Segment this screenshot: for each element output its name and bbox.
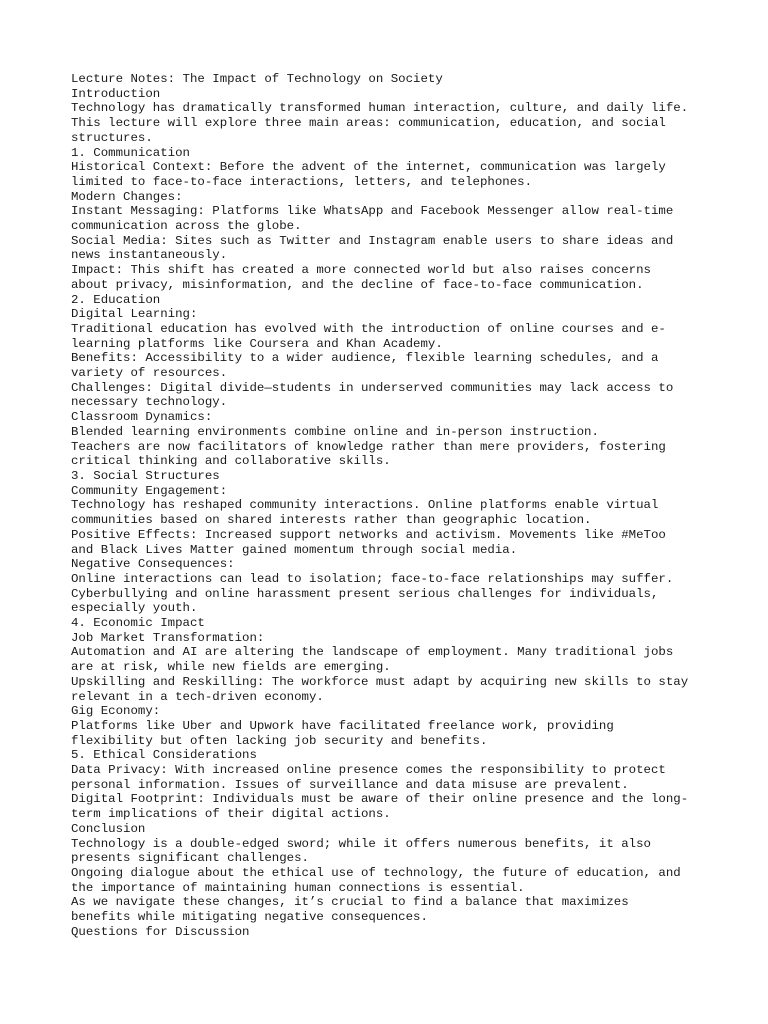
text-line: Automation and AI are altering the landscape of employment. Many traditional jobs — [71, 645, 674, 660]
text-line: Classroom Dynamics: — [71, 410, 213, 425]
text-line: Impact: This shift has created a more connected world but also raises concerns — [71, 263, 651, 278]
text-line: Data Privacy: With increased online presence comes the responsibility to protect — [71, 763, 666, 778]
text-line: This lecture will explore three main areas: communication, education, and social — [71, 116, 666, 131]
text-line: Teachers are now facilitators of knowledge rather than mere providers, fostering — [71, 439, 666, 454]
text-line: 3. Social Structures — [71, 468, 220, 483]
text-line: Introduction — [71, 86, 161, 101]
text-line: Community Engagement: — [71, 483, 228, 498]
text-line: Positive Effects: Increased support networks and activism. Movements like #MeToo — [71, 527, 666, 542]
text-line: and Black Lives Matter gained momentum through social media. — [71, 542, 518, 557]
text-line: structures. — [71, 130, 153, 145]
text-line: 4. Economic Impact — [71, 616, 205, 631]
text-line: Lecture Notes: The Impact of Technology on Society — [71, 72, 443, 86]
text-line: communication across the globe. — [71, 219, 302, 234]
text-line: 5. Ethical Considerations — [71, 748, 257, 763]
text-line: Traditional education has evolved with the introduction of online courses and e- — [71, 321, 666, 336]
text-line: variety of resources. — [71, 366, 228, 381]
text-line: are at risk, while new fields are emerging. — [71, 660, 391, 675]
text-line: communities based on shared interests rather than geographic location. — [71, 513, 592, 528]
text-line: Technology is a double-edged sword; while it offers numerous benefits, it also — [71, 836, 651, 851]
text-line: Technology has reshaped community interactions. Online platforms enable virtual — [71, 498, 659, 513]
text-line: Challenges: Digital divide—students in underserved communities may lack access to — [71, 380, 674, 395]
text-line: especially youth. — [71, 601, 198, 616]
text-line: Questions for Discussion — [71, 924, 250, 939]
text-line: Modern Changes: — [71, 189, 183, 204]
text-line: Online interactions can lead to isolation; face-to-face relationships may suffer. — [71, 571, 674, 586]
text-line: Platforms like Uber and Upwork have facilitated freelance work, providing — [71, 718, 614, 733]
text-line: Conclusion — [71, 821, 146, 836]
text-line: relevant in a tech-driven economy. — [71, 689, 324, 704]
text-line: Cyberbullying and online harassment present serious challenges for individuals, — [71, 586, 659, 601]
text-line: 2. Education — [71, 292, 161, 307]
text-line: Ongoing dialogue about the ethical use of technology, the future of education, and — [71, 865, 681, 880]
text-line: term implications of their digital actions. — [71, 807, 391, 822]
text-line: Digital Learning: — [71, 307, 198, 322]
text-line: Job Market Transformation: — [71, 630, 265, 645]
text-line: 1. Communication — [71, 145, 190, 160]
text-line: the importance of maintaining human connections is essential. — [71, 880, 525, 895]
text-line: Historical Context: Before the advent of the internet, communication was largely — [71, 160, 666, 175]
text-line: Upskilling and Reskilling: The workforce must adapt by acquiring new skills to stay — [71, 674, 689, 689]
text-line: Instant Messaging: Platforms like WhatsApp and Facebook Messenger allow real-time — [71, 204, 674, 219]
text-line: critical thinking and collaborative skills. — [71, 454, 391, 469]
text-line: news instantaneously. — [71, 248, 228, 263]
text-line: Gig Economy: — [71, 704, 161, 719]
text-line: Digital Footprint: Individuals must be aware of their online presence and the long- — [71, 792, 689, 807]
text-line: benefits while mitigating negative consequences. — [71, 910, 428, 925]
text-line: learning platforms like Coursera and Khan Academy. — [71, 336, 443, 351]
text-line: limited to face-to-face interactions, letters, and telephones. — [71, 174, 533, 189]
text-line: As we navigate these changes, it’s crucial to find a balance that maximizes — [71, 895, 629, 910]
text-line: Blended learning environments combine online and in-person instruction. — [71, 424, 599, 439]
text-line: Negative Consequences: — [71, 557, 235, 572]
text-line: Social Media: Sites such as Twitter and Instagram enable users to share ideas and — [71, 233, 674, 248]
text-line: presents significant challenges. — [71, 851, 309, 866]
document-page — [71, 72, 711, 939]
text-line: personal information. Issues of surveillance and data misuse are prevalent. — [71, 777, 629, 792]
text-line: Benefits: Accessibility to a wider audience, flexible learning schedules, and a — [71, 351, 659, 366]
text-line: Technology has dramatically transformed human interaction, culture, and daily life. — [71, 101, 689, 116]
text-line: about privacy, misinformation, and the decline of face-to-face communication. — [71, 277, 644, 292]
text-line: necessary technology. — [71, 395, 228, 410]
text-line: flexibility but often lacking job security and benefits. — [71, 733, 488, 748]
